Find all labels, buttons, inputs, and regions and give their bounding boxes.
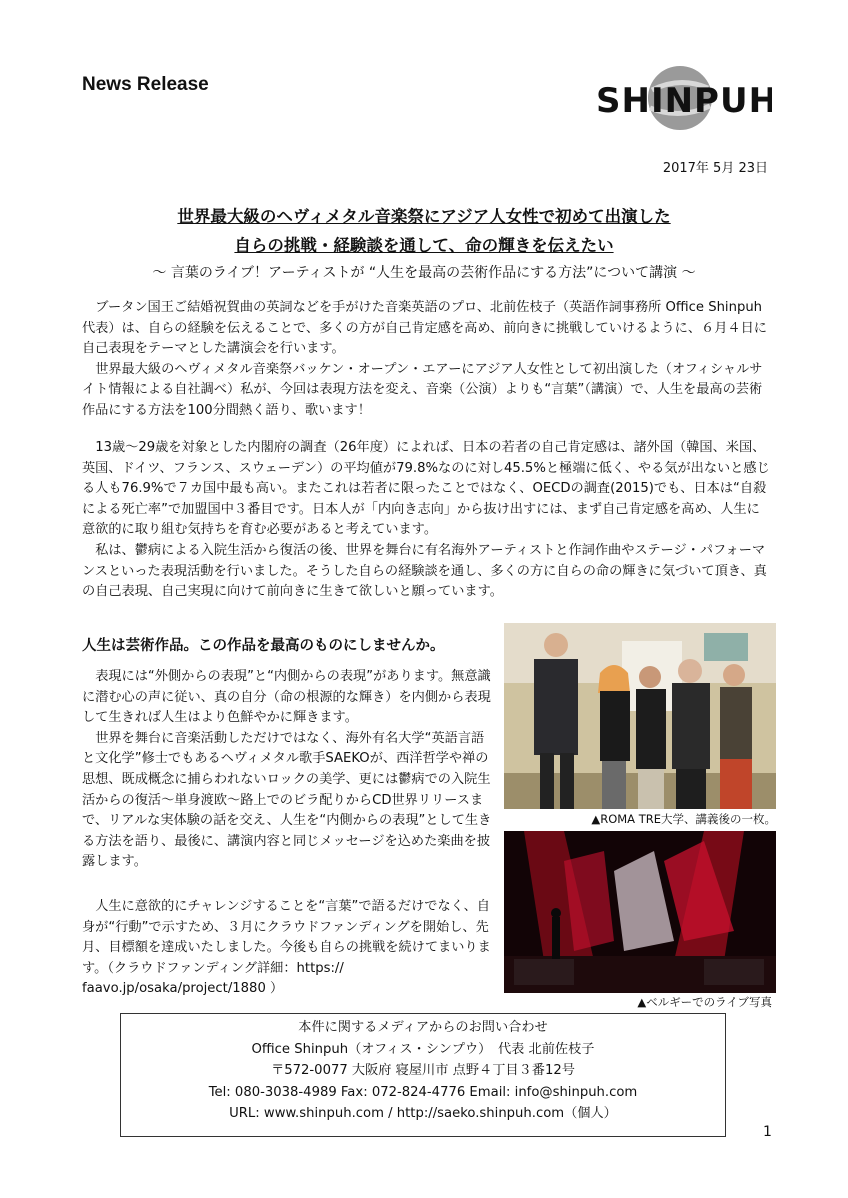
contact-url: URL: www.shinpuh.com / http://saeko.shinpuh.com（個人） — [229, 1106, 617, 1121]
section-body — [82, 667, 496, 873]
shinpuh-logo — [592, 62, 772, 132]
intro-paragraph-2: 世界最大級のヘヴィメタル音楽祭バッケン・オープン・エアーにアジア人女性として初出演した（オフィシャルサイト情報による自社調べ）私が、今回は表現方法を変え、音楽（公演）よりも“言葉”（講演）で、人生を最高の芸術作品にする方法を100分間熱く語り、歌います！ — [82, 361, 763, 418]
logo-globe-icon — [592, 62, 772, 132]
contact-address: 〒572-0077 大阪府 寝屋川市 点野４丁目３番12号 — [271, 1063, 575, 1078]
headline-line1: 世界最大級のヘヴィメタル音楽祭にアジア人女性で初めて出演した — [177, 207, 671, 226]
contact-phone-email: Tel: 080-3038-4989 Fax: 072-824-4776 Email: info@shinpuh.com — [208, 1084, 638, 1100]
intro-block — [82, 298, 772, 422]
photo-caption-2: ▲ベルギーでのライブ写真 — [637, 995, 772, 1009]
section-paragraph-3: 人生に意欲的にチャレンジすることを“言葉”で語るだけでなく、自身が“行動”で示すため、３月にクラウドファンディングを開始し、先月、目標額を達成いたしました。今後も自らの挑戦を続けてまいります。（クラウドファンディング詳細：https:// faavo.jp/osaka/project/1880 ） — [82, 899, 491, 997]
photo-caption-1: ▲ROMA TRE大学、講義後の一枚。 — [591, 812, 776, 826]
headline-line2: 自らの挑戦・経験談を通して、命の輝きを伝えたい — [234, 236, 614, 255]
section-paragraph-1: 表現には“外側からの表現”と“内側からの表現”があります。無意識に潜む心の声に従い、真の自分（命の根源的な輝き）を内側から表現して生きれば人生はより色鮮やかに輝きます。 — [82, 669, 491, 726]
section-paragraph-2: 世界を舞台に音楽活動しただけではなく、海外有名大学“英語言語と文化学”修士でもあるヘヴィメタル歌手SAEKOが、西洋哲学や禅の思想、既成概念に捕らわれないロックの美学、更には鬱病での入院生活からの復活〜単身渡欧〜路上でのビラ配りからCD世界リリースまで、リアルな実体験の話を交え、人生を“内側からの表現”として生きる方法を語り、最後に、講演内容と同じメッセージを込めた楽曲を披露します。 — [82, 730, 492, 870]
intro-paragraph-1: ブータン国王ご結婚祝賀曲の英詞などを手がけた音楽英語のプロ、北前佐枝子（英語作詞事務所 Office Shinpuh 代表）は、自らの経験を伝えることで、多くの方が自己肯定感を高め、前向きに挑戦していけるように、６月４日に自己表現をテーマとした講演会を行います。 — [82, 300, 767, 357]
contact-office: Office Shinpuh（オフィス・シンプウ） 代表 北前佐枝子 — [251, 1041, 595, 1057]
page-number: 1 — [763, 1124, 772, 1140]
live-photo — [504, 831, 776, 993]
logo-text: SHINPUH — [596, 81, 772, 121]
group-photo — [504, 623, 776, 809]
section-heading: 人生は芸術作品。この作品を最高のものにしませんか。 — [82, 638, 445, 654]
section-body-2 — [82, 897, 496, 1000]
survey-paragraph-1: 13歳〜29歳を対象とした内閣府の調査（26年度）によれば、日本の若者の自己肯定感は、諸外国（韓国、米国、英国、ドイツ、フランス、スウェーデン）の平均値が79.8%なのに対し45.5%と極端に低く、やる気が出ないと感じる人も76.9%で７カ国中最も高い。またこれは若者に限ったことではなく、OECDの調査(2015)でも、日本は“自殺による死亡率”で加盟国中３番目です。日本人が「内向き志向」から抜け出すには、まず自己肯定感を高め、人生に意欲的に取り組む気持ちを育む必要があると考えています。 — [82, 440, 770, 538]
contact-heading: 本件に関するメディアからのお問い合わせ — [298, 1020, 548, 1035]
survey-paragraph-2: 私は、鬱病による入院生活から復活の後、世界を舞台に有名海外アーティストと作詞作曲やステージ・パフォーマンスといった表現活動を行いました。そうした自らの経験談を通し、多くの方に自らの命の輝きに気づいて頂き、真の自己表現、自己実現に向けて前向きに生きて欲しいと願っています。 — [82, 542, 767, 600]
contact-box — [120, 1013, 726, 1137]
news-release-label: News Release — [82, 74, 209, 95]
release-date: 2017年 5月 23日 — [662, 161, 768, 176]
headline-subtitle: 〜 言葉のライブ！アーティストが “人生を最高の芸術作品にする方法”について講演 〜 — [152, 265, 696, 281]
survey-block — [82, 438, 772, 603]
